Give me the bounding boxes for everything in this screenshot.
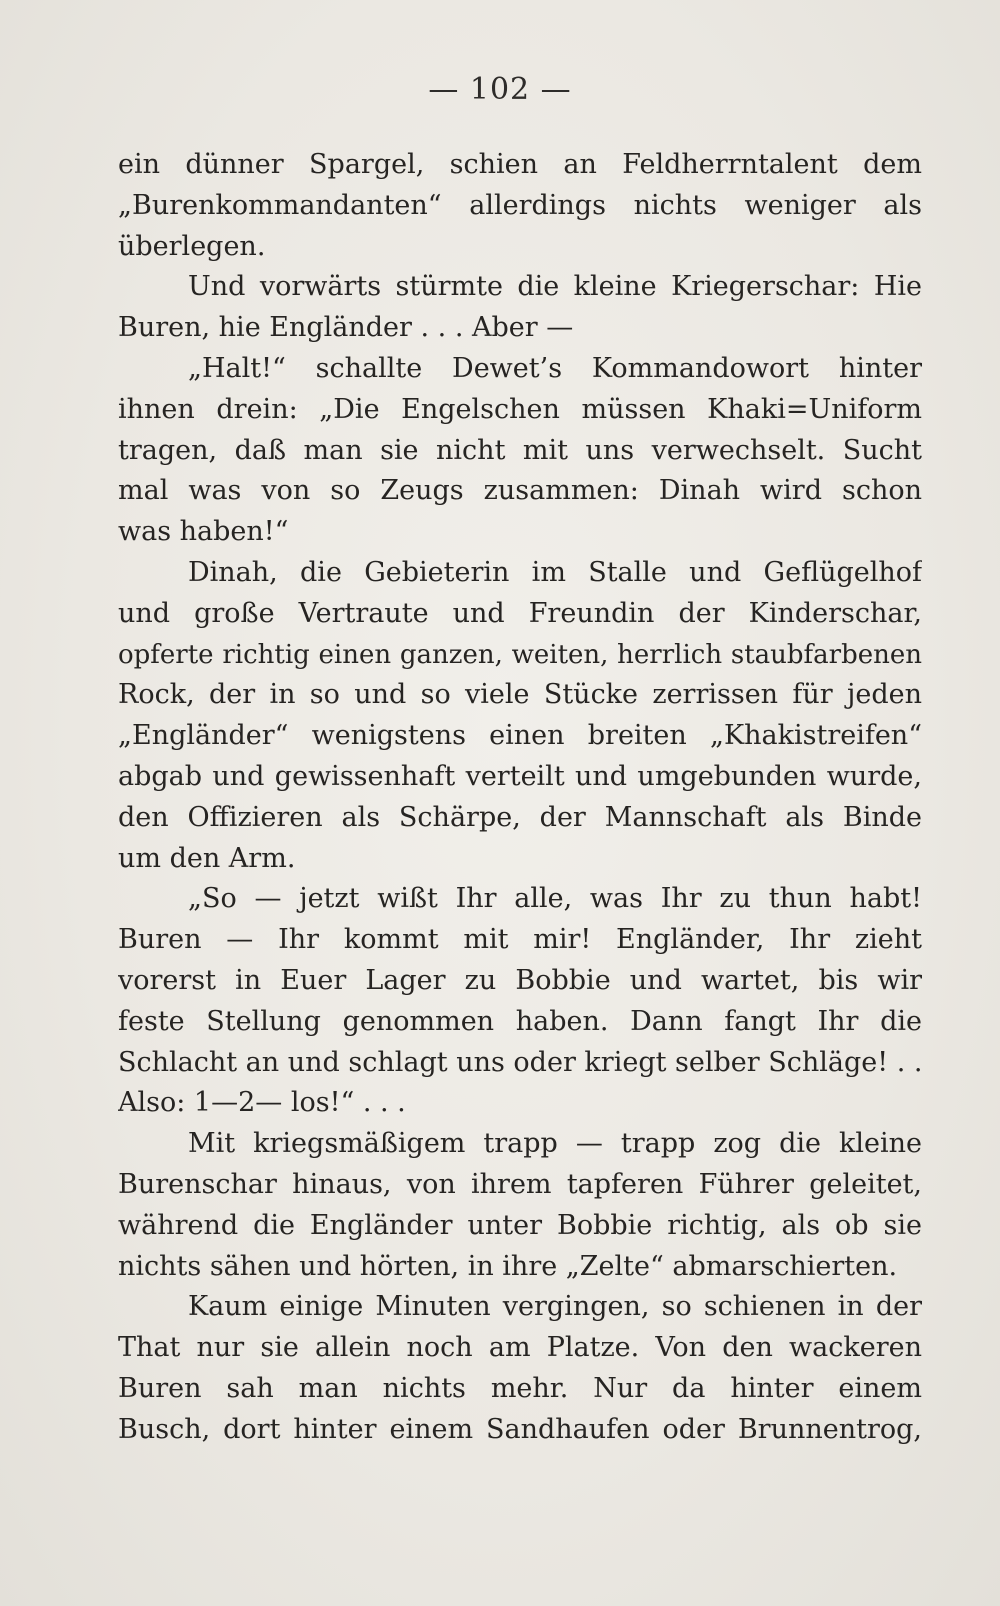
text-line: feste Stellung genommen haben. Dann fangt Ihr die (118, 1005, 922, 1037)
text-line: Dinah, die Gebieterin im Stalle und Geflügelhof (188, 556, 922, 588)
text-line: ihnen drein: „Die Engelschen müssen Khaki=Uniform (118, 393, 922, 425)
text-line: was haben!“ (118, 516, 289, 548)
text-line: Kaum einige Minuten vergingen, so schienen in der (188, 1291, 922, 1323)
text-line: Mit kriegsmäßigem trapp — trapp zog die kleine (188, 1128, 922, 1160)
text-line: Buren, hie Engländer . . . Aber — (118, 312, 574, 344)
text-line: mal was von so Zeugs zusammen: Dinah wird schon (118, 475, 922, 507)
text-line: nichts sähen und hörten, in ihre „Zelte“ abmarschierten. (118, 1250, 898, 1282)
text-line: Schlacht an und schlagt uns oder kriegt selber Schläge! . . (118, 1046, 922, 1078)
text-line: abgab und gewissenhaft verteilt und umgebunden wurde, (118, 760, 922, 792)
text-line: opferte richtig einen ganzen, weiten, herrlich staubfarbenen (118, 639, 922, 670)
text-line: ein dünner Spargel, schien an Feldherrntalent dem (118, 149, 922, 180)
text-line: vorerst in Euer Lager zu Bobbie und wartet, bis wir (118, 964, 922, 996)
text-line: Busch, dort hinter einem Sandhaufen oder Brunnentrog, (118, 1413, 922, 1445)
text-line: That nur sie allein noch am Platze. Von den wackeren (118, 1332, 922, 1364)
text-line: um den Arm. (118, 842, 296, 874)
text-line: überlegen. (118, 230, 266, 262)
text-line: den Offizieren als Schärpe, der Mannschaft als Binde (118, 801, 922, 833)
text-line: tragen, daß man sie nicht mit uns verwechselt. Sucht (118, 434, 922, 466)
text-line: „Burenkommandanten“ allerdings nichts weniger als (118, 189, 922, 221)
text-line: Buren — Ihr kommt mit mir! Engländer, Ihr zieht (118, 924, 922, 956)
text-line: „So — jetzt wißt Ihr alle, was Ihr zu thun habt! (188, 883, 922, 915)
text-line: „Halt!“ schallte Dewet’s Kommandowort hinter (188, 352, 922, 384)
text-line: und große Vertraute und Freundin der Kinderschar, (118, 597, 922, 629)
text-line: Also: 1—2— los!“ . . . (118, 1087, 406, 1119)
text-line: während die Engländer unter Bobbie richtig, als ob sie (118, 1209, 922, 1241)
text-line: Buren sah man nichts mehr. Nur da hinter einem (118, 1372, 922, 1404)
text-line: Und vorwärts stürmte die kleine Kriegerschar: Hie (188, 271, 922, 303)
text-line: Burenschar hinaus, von ihrem tapferen Führer geleitet, (118, 1168, 922, 1200)
body-text (118, 145, 922, 1451)
text-line: „Engländer“ wenigstens einen breiten „Khakistreifen“ (118, 720, 922, 752)
page-number: — 102 — (428, 72, 572, 107)
text-line: Rock, der in so und so viele Stücke zerrissen für jeden (118, 679, 922, 711)
